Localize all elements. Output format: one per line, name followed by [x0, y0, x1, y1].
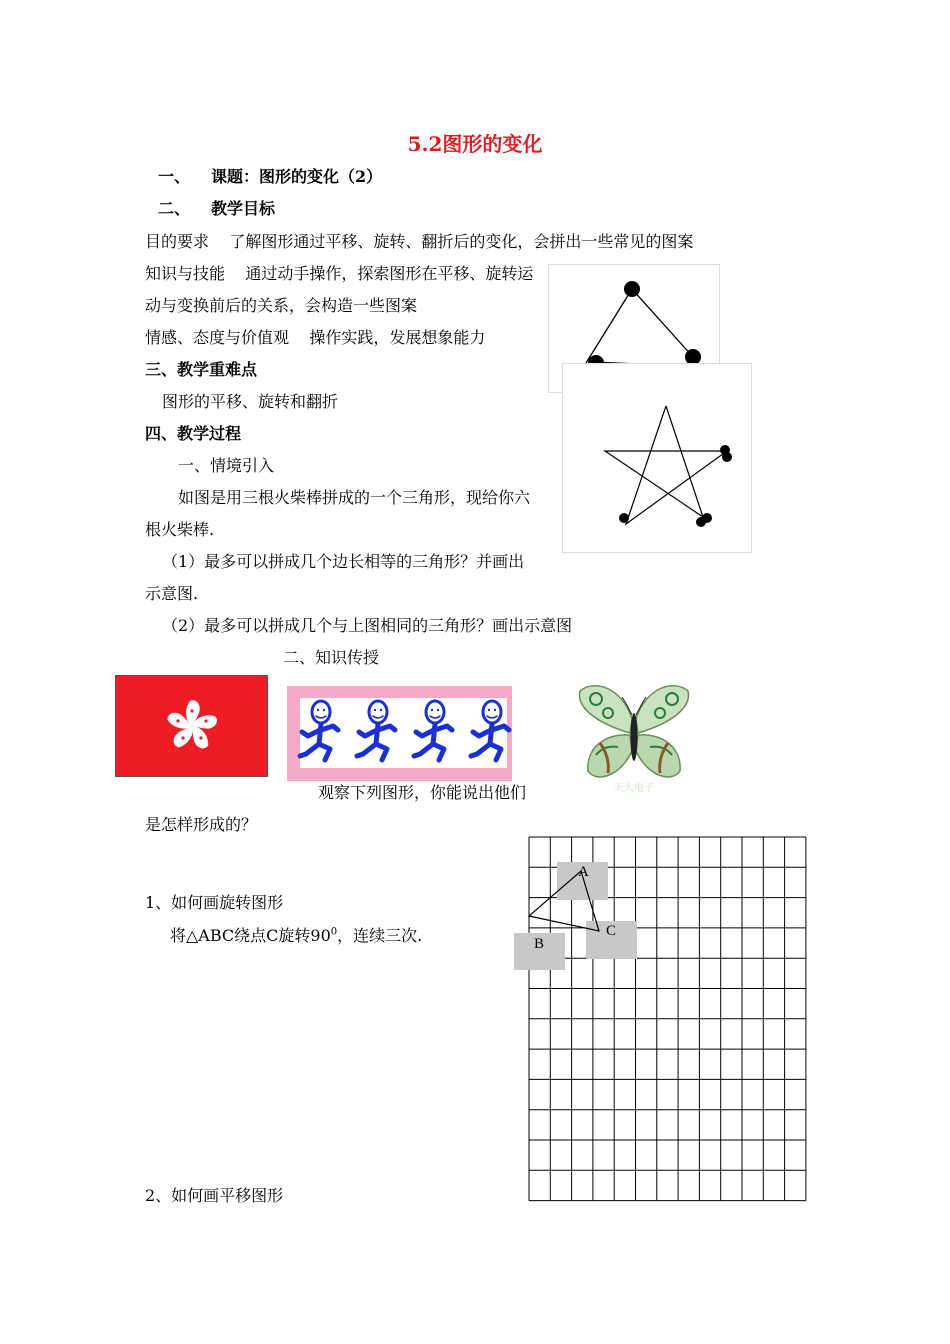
rotate-instruction: 将△ABC绕点C旋转$90^0$，连续三次. [170, 926, 423, 945]
section-heading-topic: 课题：图形的变化（2） [211, 167, 383, 186]
matchstick-star-figure [562, 363, 753, 554]
vertex-label-b: B [534, 936, 545, 952]
section-heading-difficulties: 三、教学重难点 [145, 360, 258, 379]
translate-heading: 2、如何画平移图形 [145, 1186, 284, 1205]
section-number-1: 一、 [158, 167, 191, 186]
rotation-grid-figure [514, 836, 810, 1206]
question-1: （1）最多可以拼成几个边长相等的三角形？并画出 [162, 552, 525, 571]
goal-line-3: 动与变换前后的关系，会构造一些图案 [145, 296, 418, 315]
vertex-label-a: A [578, 864, 589, 880]
section-number-2: 二、 [158, 199, 191, 218]
hong-kong-flag-image [115, 675, 269, 778]
section-heading-goals: 教学目标 [211, 199, 276, 218]
butterfly-watermark: 天大电子 [614, 783, 654, 794]
question-1-cont: 示意图. [145, 584, 199, 603]
goal-line-1: 目的要求 了解图形通过平移、旋转、翻折后的变化，会拼出一些常见的图案 [145, 232, 694, 251]
observe-text: 观察下列图形，你能说出他们 [318, 783, 527, 802]
question-2: （2）最多可以拼成几个与上图相同的三角形？画出示意图 [162, 616, 573, 635]
vertex-label-c: C [606, 923, 617, 939]
butterfly-image [574, 677, 694, 797]
rotate-heading: 1、如何画旋转图形 [145, 893, 284, 912]
translated-dancers-image [287, 686, 512, 781]
observe-text-cont: 是怎样形成的？ [145, 815, 258, 834]
page-title: 5.2图形的变化 [407, 132, 543, 156]
goal-line-2: 知识与技能 通过动手操作，探索图形在平移、旋转运 [145, 264, 534, 283]
intro-paragraph-cont: 根火柴棒. [145, 520, 215, 539]
difficulties-text: 图形的平移、旋转和翻折 [162, 392, 339, 411]
section-heading-process: 四、教学过程 [145, 424, 242, 443]
intro-heading: 一、情境引入 [178, 456, 275, 475]
intro-paragraph: 如图是用三根火柴棒拼成的一个三角形，现给你六 [178, 488, 531, 507]
knowledge-heading: 二、知识传授 [283, 648, 380, 667]
goal-line-4: 情感、态度与价值观 操作实践，发展想象能力 [145, 328, 486, 347]
